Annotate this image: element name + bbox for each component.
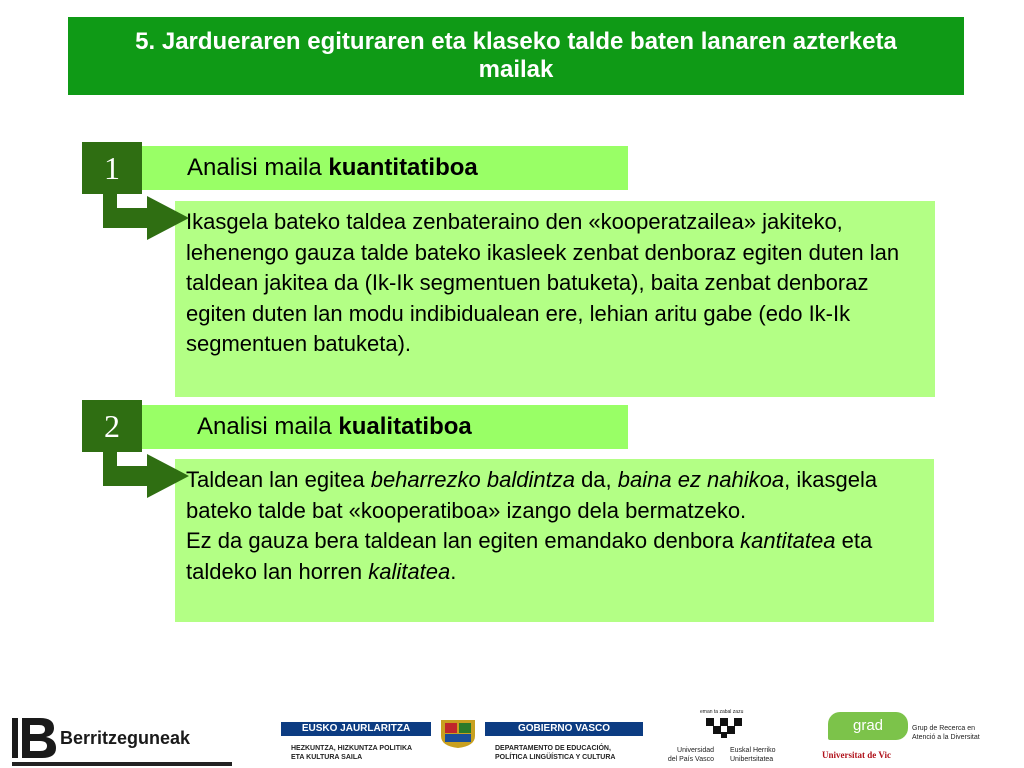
berritzeguneak-text: Berritzeguneak [60, 728, 191, 748]
level-2-text [186, 465, 916, 587]
dept-eu-line-2: ETA KULTURA SAILA [291, 754, 363, 761]
ehu-name [730, 746, 776, 764]
level-2-label [197, 413, 472, 441]
berritzeguneak-logo [12, 716, 232, 760]
upv-line-1: Universidad [677, 747, 714, 754]
dept-es-line-1: DEPARTAMENTO DE EDUCACIÓN, [495, 745, 611, 752]
gobierno-vasco-label: GOBIERNO VASCO [485, 722, 643, 736]
level-2-p1-a: Taldean lan egitea [186, 467, 371, 492]
upv-line-2: del País Vasco [667, 756, 714, 763]
uvic-name: Universitat de Vic [822, 750, 891, 760]
coat-of-arms-icon [437, 718, 479, 748]
upv-name [662, 746, 714, 764]
ehu-line-1: Euskal Herriko [730, 747, 776, 754]
footer-divider [12, 762, 232, 766]
level-1-text: Ikasgela bateko taldea zenbateraino den «kooperatzailea» jakiteko, lehenengo gauza talde bateko ikasleek zenbat denboraz egiten duten lan taldean jakitea da (Ik-Ik segmentuen batuketa), baita zenbat denboraz egiten duten lan modu indibidualean ere, lehian aritu gabe (edo Ik-Ik segmentuen batuketa). [186, 209, 900, 357]
grad-line-1: Grup de Recerca en [912, 725, 976, 732]
level-2-p2-b: kantitatea [740, 528, 836, 554]
level-1-description [175, 201, 935, 397]
level-2-label-bold: kualitatiboa [338, 413, 472, 440]
eusko-jaurlaritza-label: EUSKO JAURLARITZA [281, 722, 431, 736]
berritzeguneak-b-icon [12, 716, 58, 760]
level-2-p2-e: . [450, 558, 457, 584]
eusko-jaurlaritza-logo [281, 718, 643, 764]
level-2-bar [140, 405, 628, 449]
level-1-label [187, 154, 478, 182]
ehu-line-2: Unibertsitatea [730, 756, 774, 763]
level-2-description [175, 459, 934, 622]
grad-uvic-logo [822, 710, 1002, 764]
dept-eu-line-1: HEZKUNTZA, HIZKUNTZA POLITIKA [291, 745, 413, 752]
level-2-p1-e: , ikasgela bateko talde bat «kooperatiboa» izango dela bermatzeko. [186, 467, 878, 523]
title-banner [68, 17, 964, 95]
level-2-p2-c: eta taldeko lan horren [186, 528, 873, 584]
level-2-p1-c: da, [574, 467, 618, 492]
upv-ehu-logo [660, 708, 790, 764]
level-2-p2-d: kalitatea [368, 558, 451, 584]
level-2-p2-a: Ez da gauza bera taldean lan egiten emandako denbora [186, 528, 741, 554]
dept-es-line-2: POLÍTICA LINGÜÍSTICA Y CULTURA [495, 754, 616, 761]
level-2-arrow-icon [95, 450, 195, 502]
grad-name [912, 724, 980, 742]
dept-es [495, 744, 615, 762]
level-2-p1-b: beharrezko baldintza [370, 467, 575, 492]
level-1-number: 1 [82, 142, 142, 194]
dept-eu [291, 744, 412, 762]
level-1-label-bold: kuantitatiboa [328, 154, 478, 181]
level-2-label-prefix: Analisi maila [197, 413, 339, 440]
grad-badge: grad [828, 712, 908, 740]
grad-line-2: Atenció a la Diversitat [912, 734, 980, 741]
ehu-tree-icon [704, 716, 744, 738]
level-1-bar [140, 146, 628, 190]
level-2-number: 2 [82, 400, 142, 452]
level-1-label-prefix: Analisi maila [187, 154, 329, 181]
level-1-arrow-icon [95, 192, 195, 244]
slide-title: 5. Jardueraren egituraren eta klaseko talde baten lanaren azterketa mailak [135, 28, 897, 83]
level-2-p1-d: baina ez nahikoa [617, 467, 785, 492]
ehu-tagline: eman ta zabal zazu [700, 709, 744, 715]
